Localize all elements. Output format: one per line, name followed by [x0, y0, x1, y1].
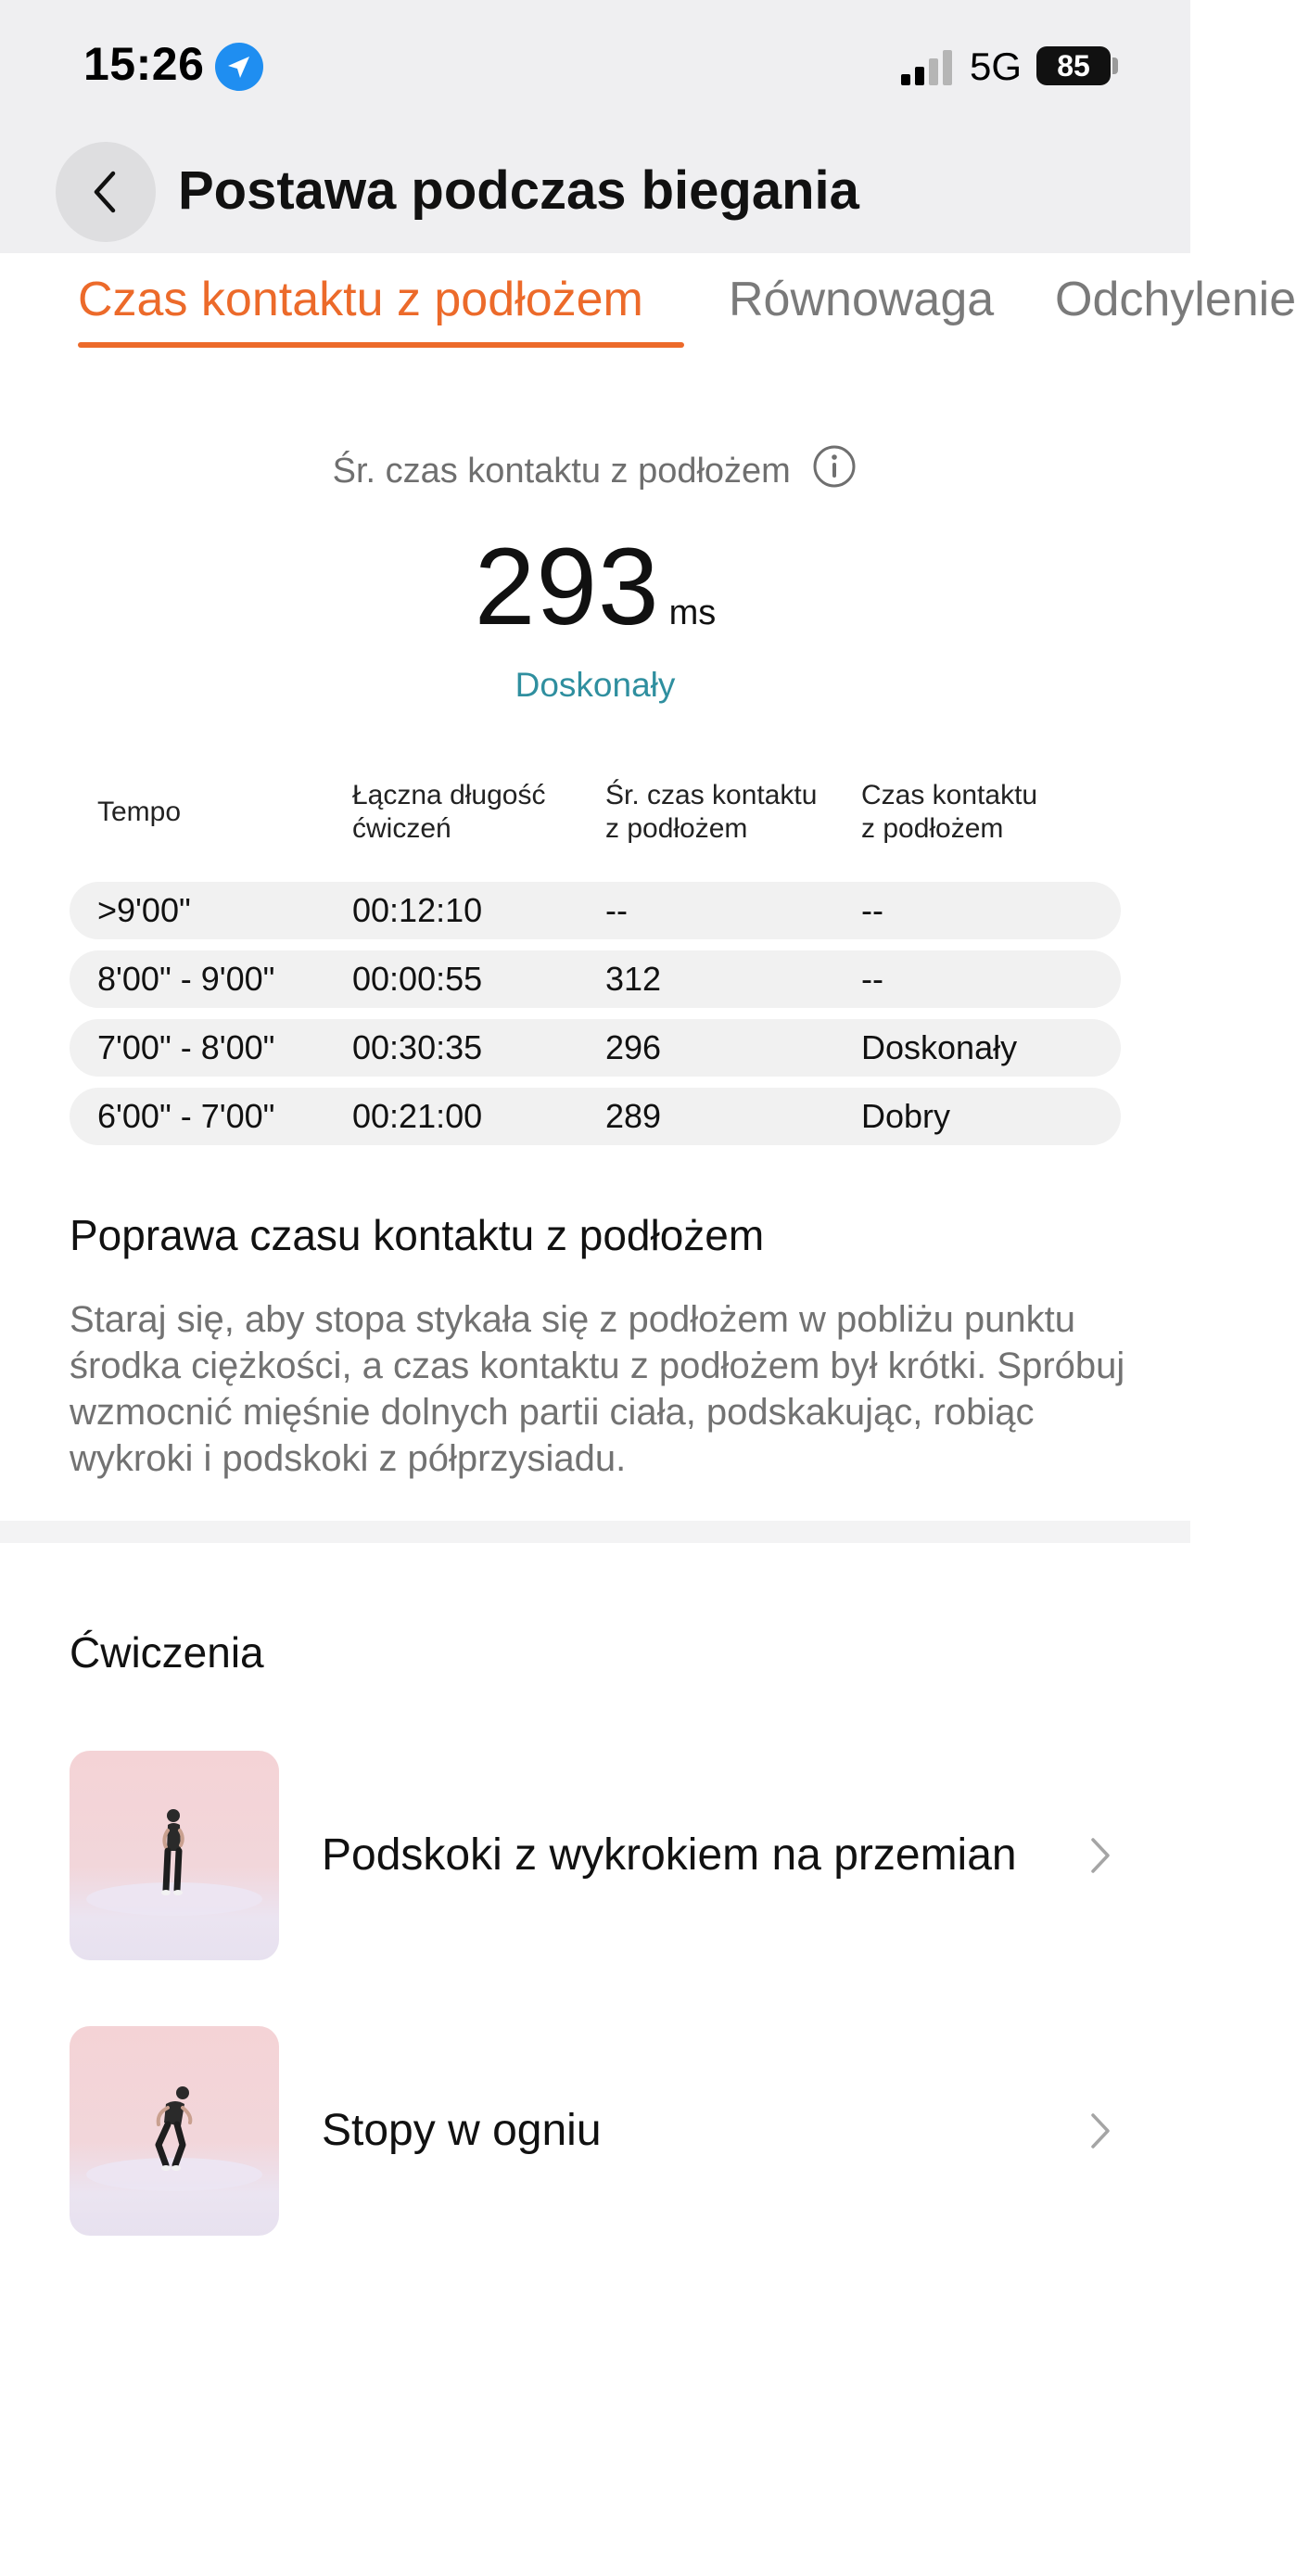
status-time: 15:26	[83, 38, 205, 90]
tip-title: Poprawa czasu kontaktu z podłożem	[70, 1211, 765, 1259]
exercise-item-fire-feet[interactable]	[70, 2026, 1126, 2236]
summary-rating: Doskonały	[515, 666, 676, 704]
chevron-right-icon	[1089, 1836, 1112, 1875]
cell-pace: 8'00" - 9'00"	[97, 960, 275, 998]
tab-balance[interactable]: Równowaga	[729, 273, 995, 326]
network-label: 5G	[970, 45, 1023, 88]
cell-avg: --	[605, 891, 628, 929]
tab-deviation[interactable]: Odchylenie	[1055, 273, 1296, 326]
cell-pace: 6'00" - 7'00"	[97, 1097, 275, 1135]
cell-pace: 7'00" - 8'00"	[97, 1028, 275, 1066]
battery-tip	[1112, 57, 1118, 74]
exercise-item-alternating-lunge-jumps[interactable]	[70, 1751, 1126, 1960]
header-line: z podłożem	[861, 813, 1004, 844]
table-row	[70, 950, 1121, 1008]
exercise-thumbnail	[70, 2026, 279, 2236]
exercises-title: Ćwiczenia	[70, 1628, 264, 1677]
cell-pace: >9'00"	[97, 891, 191, 929]
section-divider	[0, 1521, 1190, 1543]
table-header-pace	[97, 796, 181, 829]
back-chevron-icon	[87, 170, 124, 214]
header	[0, 0, 1190, 253]
summary-label: Śr. czas kontaktu z podłożem	[332, 452, 791, 491]
header-line: Czas kontaktu	[861, 780, 1038, 810]
exercise-label: Stopy w ogniu	[322, 2106, 602, 2155]
header-line: Łączna długość	[352, 780, 546, 810]
table-row	[70, 882, 1121, 939]
header-line: z podłożem	[605, 813, 748, 844]
location-arrow-icon	[215, 43, 263, 91]
back-button[interactable]	[56, 142, 156, 242]
cell-rating: --	[861, 891, 883, 929]
athlete-running-icon	[70, 2026, 279, 2236]
table-header-avg-contact	[605, 779, 817, 846]
table-row	[70, 1088, 1121, 1145]
chevron-right-icon	[1089, 2111, 1112, 2150]
table-header-duration	[352, 779, 545, 846]
active-tab-indicator	[78, 342, 684, 348]
cell-rating: Doskonały	[861, 1028, 1018, 1066]
page-title: Postawa podczas biegania	[178, 160, 859, 221]
exercise-thumbnail	[70, 1751, 279, 1960]
exercise-label: Podskoki z wykrokiem na przemian	[322, 1830, 1017, 1880]
tab-ground-contact-time[interactable]: Czas kontaktu z podłożem	[78, 273, 643, 326]
athlete-standing-icon	[70, 1751, 279, 1960]
info-icon[interactable]	[811, 443, 858, 490]
summary-unit: ms	[668, 593, 717, 632]
header-line: Tempo	[97, 797, 182, 827]
cell-duration: 00:12:10	[352, 891, 483, 929]
signal-icon	[899, 50, 957, 85]
cell-avg: 289	[605, 1097, 662, 1135]
header-line: Śr. czas kontaktu	[605, 780, 818, 810]
summary-number: 293	[474, 526, 660, 648]
header-line: ćwiczeń	[352, 813, 451, 844]
cell-duration: 00:21:00	[352, 1097, 483, 1135]
table-row	[70, 1019, 1121, 1077]
summary-label-row	[0, 443, 1190, 491]
tip-text: Staraj się, aby stopa stykała się z podłożem w pobliżu punktu środka ciężkości, a czas kontaktu z podłożem był krótki. Spróbuj wzmocnić mięśnie dolnych partii ciała, podskakując, robiąc wykroki i podskoki z półprzysiadu.	[70, 1299, 1125, 1479]
table-header-contact-rating	[861, 779, 1037, 846]
cell-avg: 312	[605, 960, 662, 998]
cell-rating: --	[861, 960, 883, 998]
tab-bar	[0, 253, 1296, 355]
cell-avg: 296	[605, 1028, 662, 1066]
cell-duration: 00:30:35	[352, 1028, 483, 1066]
cell-rating: Dobry	[861, 1097, 951, 1135]
cell-duration: 00:00:55	[352, 960, 483, 998]
summary-value	[0, 524, 1190, 650]
battery-icon: 85	[1036, 46, 1111, 85]
